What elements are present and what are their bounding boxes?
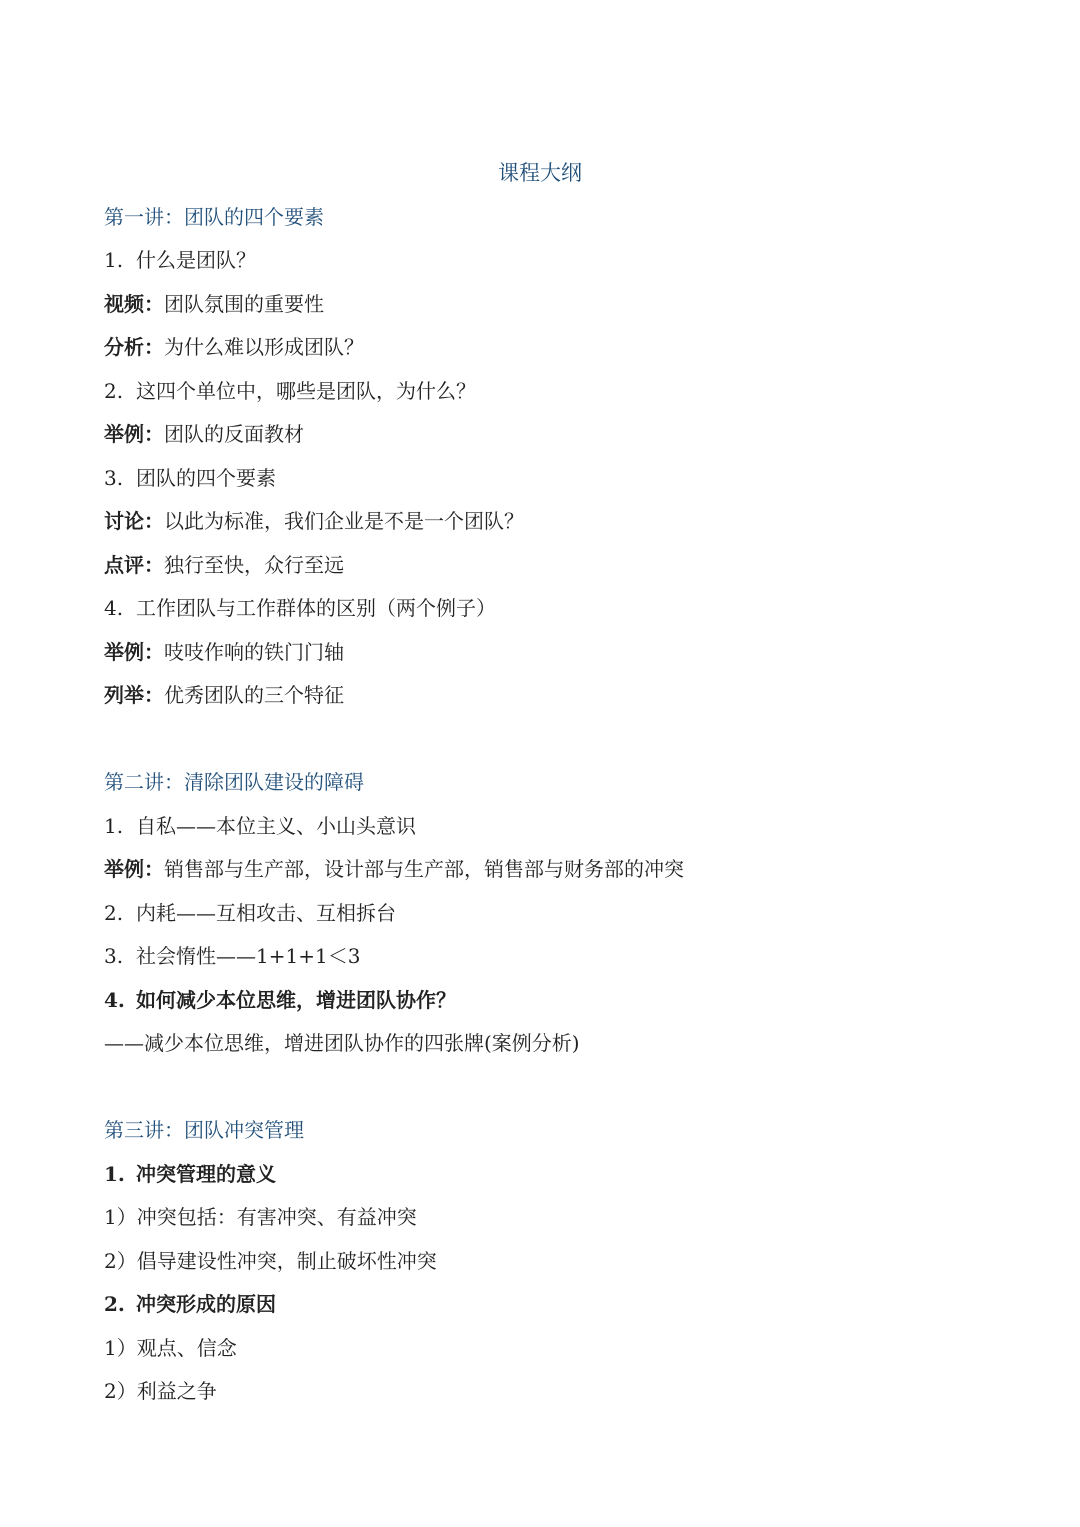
- page-title: 课程大纲: [498, 161, 582, 185]
- item-label: 列举：: [104, 683, 164, 707]
- item-number: 2）: [104, 1379, 137, 1403]
- outline-item: [104, 592, 496, 624]
- outline-item: [104, 549, 344, 581]
- item-number: 2.: [104, 901, 124, 925]
- item-number: 2.: [104, 379, 124, 403]
- item-number: 3.: [104, 466, 124, 490]
- item-text: 团队的四个要素: [136, 466, 276, 490]
- item-text: 什么是团队？: [136, 248, 256, 272]
- outline-item: [104, 1375, 217, 1407]
- item-text: 利益之争: [136, 1379, 217, 1403]
- item-label: 视频：: [104, 292, 164, 316]
- item-number: 1）: [104, 1205, 137, 1229]
- outline-item: [104, 375, 476, 407]
- outline-item: [104, 810, 416, 842]
- outline-item: [104, 1245, 437, 1277]
- item-text: 以此为标准，我们企业是不是一个团队？: [164, 509, 524, 533]
- outline-item: [104, 984, 456, 1016]
- item-text: 倡导建设性冲突，制止破坏性冲突: [136, 1249, 437, 1273]
- item-number: 2.: [104, 1292, 125, 1316]
- item-label: 点评：: [104, 553, 164, 577]
- item-text: ——减少本位思维，增进团队协作的四张牌(案例分析): [104, 1031, 580, 1055]
- outline-item: [104, 940, 360, 972]
- item-text: 冲突管理的意义: [136, 1162, 276, 1186]
- outline-item: [104, 462, 276, 494]
- item-text: 独行至快，众行至远: [164, 553, 344, 577]
- item-label: 讨论：: [104, 509, 164, 533]
- outline-item: [104, 853, 684, 885]
- outline-item: [104, 418, 304, 450]
- outline-item: [104, 897, 396, 929]
- item-text: 如何减少本位思维，增进团队协作？: [136, 988, 456, 1012]
- lecture-2-heading: 第二讲：清除团队建设的障碍: [104, 770, 364, 794]
- item-text: 团队氛围的重要性: [164, 292, 324, 316]
- item-text: 工作团队与工作群体的区别（两个例子）: [136, 596, 496, 620]
- outline-item: [104, 244, 256, 276]
- outline-item: [104, 1332, 237, 1364]
- lecture-1-heading: 第一讲：团队的四个要素: [104, 205, 324, 229]
- item-number: 4.: [104, 988, 125, 1012]
- outline-item: [104, 1288, 276, 1320]
- item-text: 销售部与生产部，设计部与生产部，销售部与财务部的冲突: [164, 857, 684, 881]
- outline-item: [104, 679, 344, 711]
- item-text: 吱吱作响的铁门门轴: [164, 640, 344, 664]
- item-number: 1.: [104, 248, 124, 272]
- item-number: 3.: [104, 944, 124, 968]
- item-number: 1.: [104, 1162, 125, 1186]
- item-number: 4.: [104, 596, 124, 620]
- item-number: 1）: [104, 1336, 137, 1360]
- item-label: 分析：: [104, 335, 164, 359]
- item-label: 举例：: [104, 422, 164, 446]
- outline-item: [104, 1201, 417, 1233]
- item-number: 1.: [104, 814, 124, 838]
- item-text: 冲突包括：有害冲突、有益冲突: [136, 1205, 417, 1229]
- item-text: 自私——本位主义、小山头意识: [136, 814, 416, 838]
- item-text: 社会惰性——1+1+1＜3: [136, 944, 361, 968]
- item-text: 内耗——互相攻击、互相拆台: [136, 901, 396, 925]
- item-text: 观点、信念: [136, 1336, 237, 1360]
- item-text: 优秀团队的三个特征: [164, 683, 344, 707]
- item-label: 举例：: [104, 640, 164, 664]
- outline-item: [104, 636, 344, 668]
- outline-item: [104, 1158, 276, 1190]
- item-text: 这四个单位中，哪些是团队，为什么？: [136, 379, 476, 403]
- item-text: 为什么难以形成团队？: [164, 335, 364, 359]
- lecture-3-heading: 第三讲：团队冲突管理: [104, 1118, 304, 1142]
- outline-item: [104, 288, 324, 320]
- item-text: 团队的反面教材: [164, 422, 304, 446]
- item-number: 2）: [104, 1249, 137, 1273]
- item-text: 冲突形成的原因: [136, 1292, 276, 1316]
- outline-item: [104, 331, 364, 363]
- outline-item: [104, 1027, 580, 1059]
- outline-item: [104, 505, 524, 537]
- item-label: 举例：: [104, 857, 164, 881]
